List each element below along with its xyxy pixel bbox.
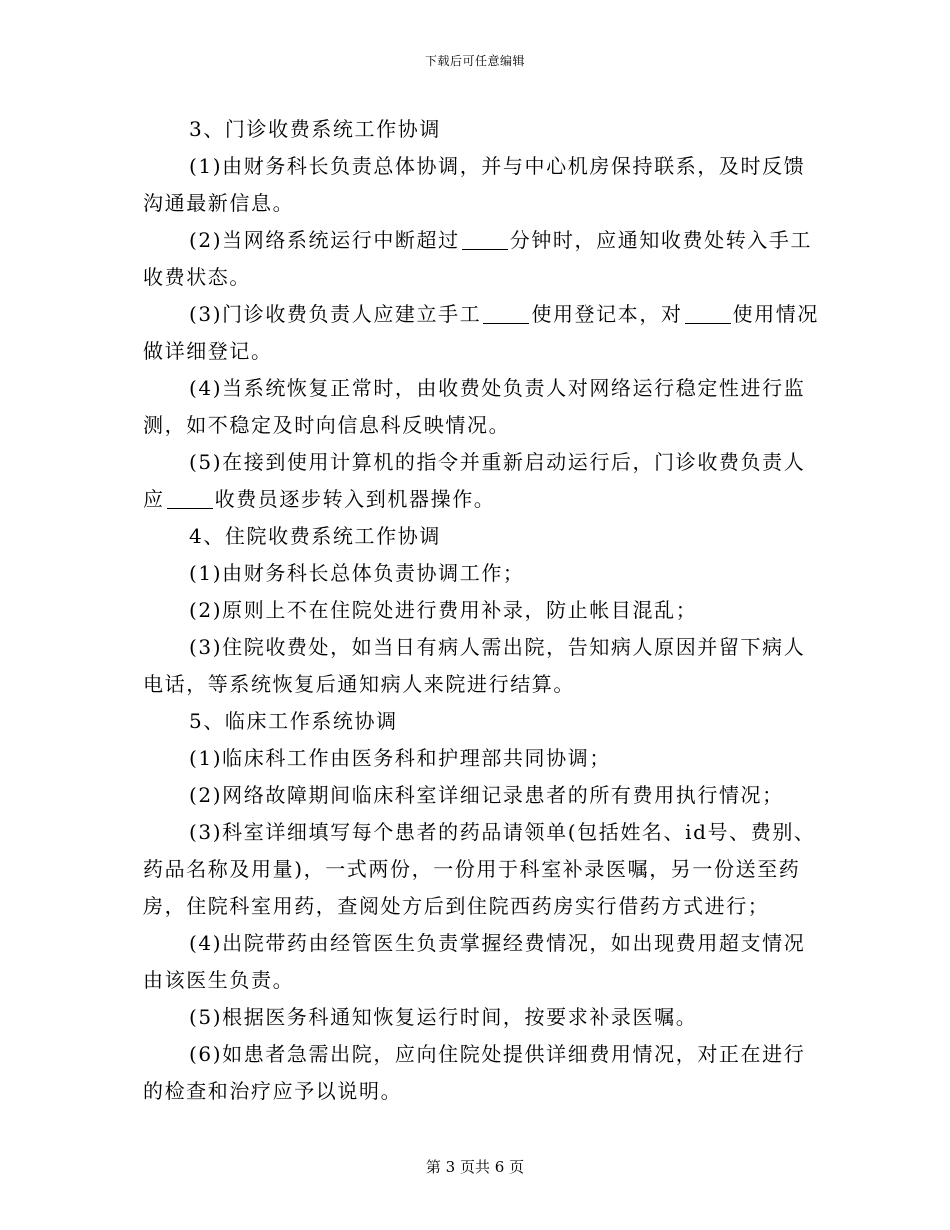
text-line: 做详细登记。 [143,339,273,363]
list-item [143,444,809,518]
text-line: 收费状态。 [143,265,251,289]
text-segment: (2)当网络系统运行中断超过 [189,228,460,252]
text-line [143,296,819,333]
text-line: (6)如患者急需出院，应向住院处提供详细费用情况，对正在进行 [189,1042,806,1066]
list-item [143,740,809,777]
list-item [143,999,809,1036]
text-segment: 收费员逐步转入到机器操作。 [214,487,496,511]
text-line: (4)出院带药由经管医生负责掌握经费情况，如出现费用超支情况 [189,931,806,955]
text-line: (2)原则上不在住院处进行费用补录，防止帐目混乱； [189,598,698,622]
list-item [143,148,809,222]
text-line: (3)住院收费处，如当日有病人需出院，告知病人原因并留下病人 [189,635,806,659]
section-heading: 3、门诊收费系统工作协调 [189,117,441,141]
text-segment: 应 [143,487,165,511]
text-segment: (3)门诊收费负责人应建立手工 [189,302,482,326]
text-line [143,222,813,259]
document-body [143,111,819,1110]
text-line: (3)科室详细填写每个患者的药品请领单(包括姓名、id号、费别、 [189,820,816,844]
text-line: (5)在接到使用计算机的指令并重新启动运行后，门诊收费负责人 [189,450,806,474]
text-line: (1)临床科工作由医务科和护理部共同协调； [189,746,611,770]
text-line: (5)根据医务科通知恢复运行时间，按要求补录医嘱。 [189,1005,698,1029]
list-item [143,629,809,703]
list-item [143,925,809,999]
text-line: 的检查和治疗应予以说明。 [143,1079,403,1103]
fill-in-blank [483,303,529,324]
fill-in-blank [685,303,731,324]
list-item [143,555,809,592]
text-segment: 使用登记本，对 [531,302,683,326]
text-line: 药品名称及用量)，一式两份，一份用于科室补录医嘱，另一份送至药 [143,857,801,881]
text-line: (1)由财务科长总体负责协调工作； [189,561,525,585]
list-item [143,1036,809,1110]
page-number: 第 3 页共 6 页 [425,1158,525,1176]
text-line: (2)网络故障期间临床科室详细记录患者的所有费用执行情况； [189,783,784,807]
text-line: (4)当系统恢复正常时，由收费处负责人对网络运行稳定性进行监 [189,376,806,400]
section-heading: 4、住院收费系统工作协调 [189,524,441,548]
text-segment: 使用情况 [732,302,819,326]
list-item [143,592,809,629]
list-item [143,222,813,296]
section-heading: 5、临床工作系统协调 [189,709,398,733]
page-header: 下载后可任意编辑 [424,54,525,68]
text-line: 由该医生负责。 [143,968,295,992]
text-line: 测，如不稳定及时向信息科反映情况。 [143,413,511,437]
fill-in-blank [462,229,508,250]
text-line [143,481,809,518]
text-segment: 分钟时，应通知收费处转入手工 [509,228,813,252]
text-line: 电话，等系统恢复后通知病人来院进行结算。 [143,672,575,696]
list-item [143,370,809,444]
list-item [143,296,819,370]
list-item [143,814,816,925]
fill-in-blank [167,488,213,509]
list-item [143,777,809,814]
text-line: 房，住院科室用药，查阅处方后到住院西药房实行借药方式进行； [143,894,770,918]
text-line: 沟通最新信息。 [143,191,295,215]
text-line: (1)由财务科长负责总体协调，并与中心机房保持联系，及时反馈 [189,154,806,178]
